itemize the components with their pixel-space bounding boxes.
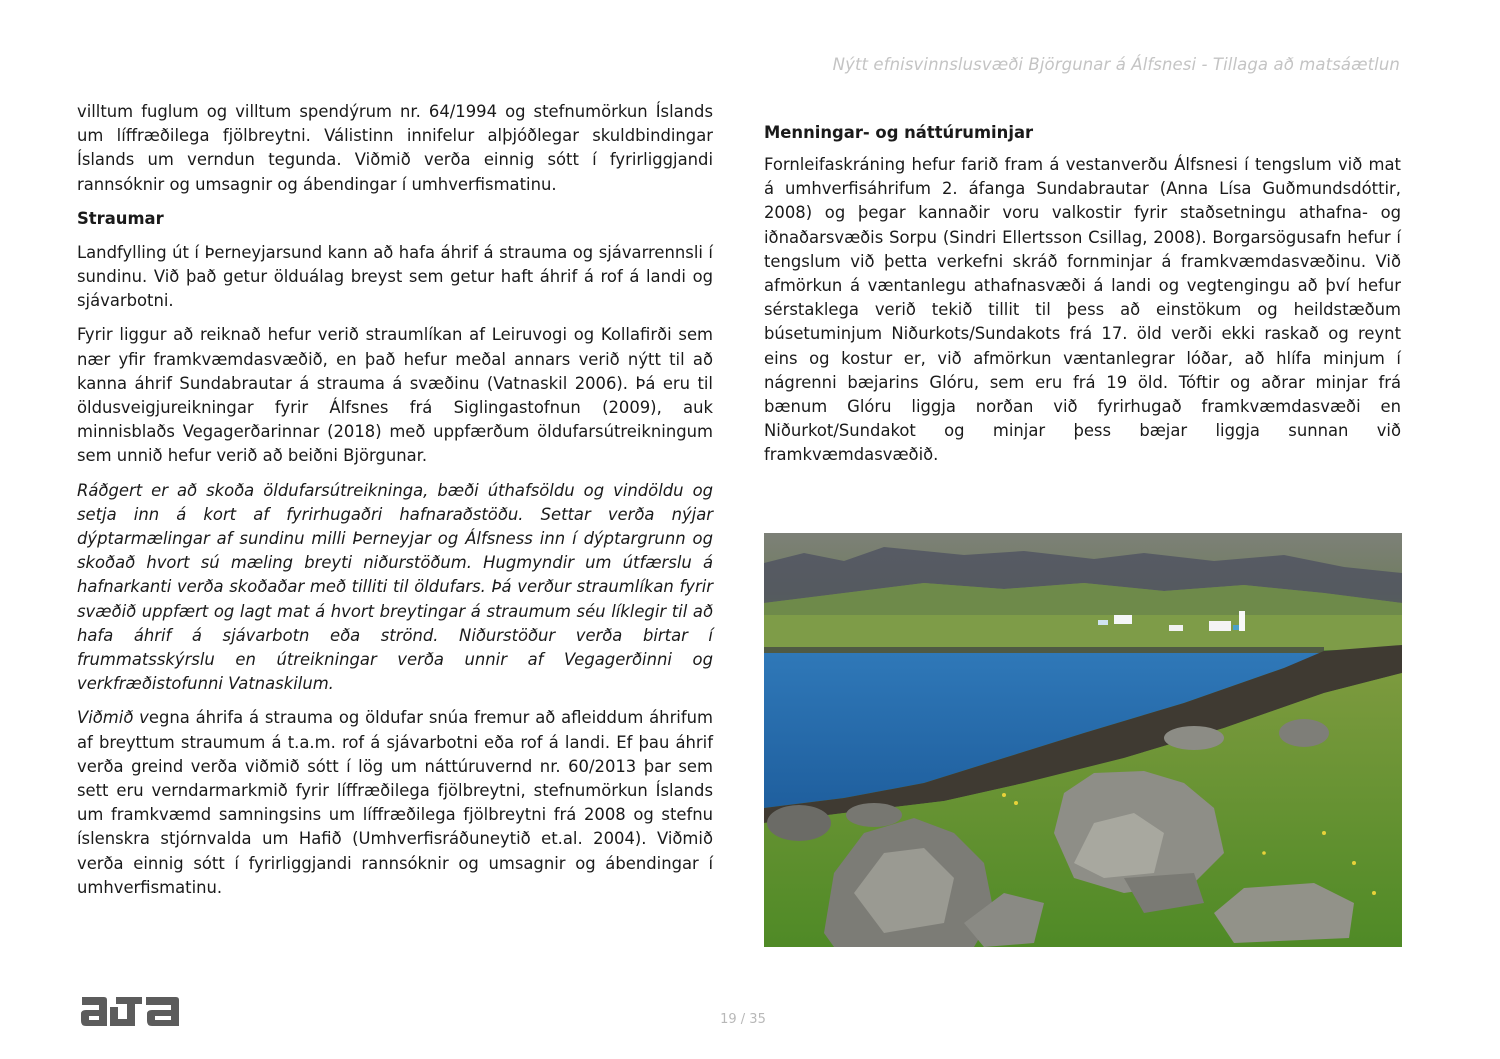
straumar-paragraph-4 [77, 706, 713, 900]
landscape-photo [764, 533, 1402, 947]
left-column [77, 100, 713, 910]
paragraph-text: egna áhrifa á strauma og öldufar snúa fremur að afleiddum áhrifum af breyttum straumum á t.a.m. rof á sjávarbotni eða rof á landi. Ef þau áhrif verða greind verða viðmið sótt í lög um náttúruvernd nr. 60/2013 þar sem sett eru verndarmarkmið fyrir líffræðilega fjölbreytni, stefnumörkun Íslands um framkvæmd samningsins um líffræðilega fjölbreytni frá 2008 og stefnu íslenskra stjórnvalda um Hafið (Umhverfisráðuneytið et.al. 2004). Viðmið verða einnig sótt í fyrirliggjandi rannsóknir og umsagnir og ábendingar í umhverfismatinu. [77, 708, 713, 897]
straumar-paragraph-2: Fyrir liggur að reiknað hefur verið straumlíkan af Leiruvogi og Kollafirði sem nær yfir framkvæmdasvæðið, en það hefur meðal annars verið nýtt til að kanna áhrif Sundabrautar á strauma á svæðinu (Vatnaskil 2006). Þá eru til öldusveigjureikningar fyrir Álfsnes frá Siglingastofnun (2009), auk minnisblaðs Vegagerðarinnar (2018) með uppfærðum öldufarsútreikningum sem unnið hefur verið að beiðni Björgunar. [77, 325, 713, 466]
photo-illustration [764, 533, 1402, 947]
straumar-paragraph-3 [77, 479, 713, 697]
section-heading-menningarminjar: Menningar- og náttúruminjar [764, 123, 1034, 142]
italic-text: Ráðgert er að skoða öldufarsútreikninga, bæði úthafsöldu og vindöldu og setja inn á kort af fyrirhugaðri hafnaraðstöðu. Settar verða nýjar dýptarmælingar af sundinu milli Þerneyjar og Álfsness inn í dýptargrunn og skoðað hvort sú mæling breyti niðurstöðum. Hugmyndir um útfærslu á hafnarkanti verða skoðaðar með tilliti til öldufars. Þá verður straumlíkan fyrir svæðið uppfært og lagt mat á hvort breytingar á straumum séu líklegir til að hafa áhrif á sjávarbotn eða strönd. Niðurstöður verða birtar í frummatsskýrslu en útreikningar verða unnir af Vegagerðinni og verkfræðistofunni Vatnaskilum. [77, 480, 713, 694]
right-column [764, 121, 1401, 478]
intro-paragraph: villtum fuglum og villtum spendýrum nr. 64/1994 og stefnumörkun Íslands um líffræðilega fjölbreytni. Válistinn innifelur alþjóðlegar skuldbindingar Íslands um verndun tegunda. Viðmið verða einnig sótt í fyrirliggjandi rannsóknir og umsagnir og ábendingar í umhverfismatinu. [77, 102, 713, 194]
italic-lead: Viðmið v [77, 708, 149, 728]
page-number: 19 / 35 [720, 1012, 766, 1027]
section-heading-straumar: Straumar [77, 208, 164, 228]
straumar-paragraph-1: Landfylling út í Þerneyjarsund kann að hafa áhrif á strauma og sjávarrennsli í sundinu. Við það getur ölduálag breyst sem getur haft áhrif á rof á landi og sjávarbotni. [77, 242, 713, 311]
running-header-title: Nýtt efnisvinnslusvæði Björgunar á Álfsnesi - Tillaga að matsáætlun [832, 55, 1400, 74]
menningarminjar-paragraph-1: Fornleifaskráning hefur farið fram á vestanverðu Álfsnesi í tengslum við mat á umhverfisáhrifum 2. áfanga Sundabrautar (Anna Lísa Guðmundsdóttir, 2008) og þegar kannaðir voru valkostir fyrir staðsetningu athafna- og iðnaðarsvæðis Sorpu (Sindri Ellertsson Csillag, 2008). Borgarsögusafn hefur í tengslum við þetta verkefni skráð fornminjar á framkvæmdasvæðinu. Við afmörkun á væntanlegu athafnasvæði á landi og vegtengingu að því hefur sérstaklega verið tekið tillit til þess að einstökum og heildstæðum búsetuminjum Niðurkots/Sundakots frá 17. öld verði ekki raskað og reynt eins og kostur er, við afmörkun væntanlegrar lóðar, að hlífa minjum í nágrenni bæjarins Glóru, sem eru frá 19 öld. Tóftir og aðrar minjar frá bænum Glóru liggja norðan við fyrirhugað framkvæmdasvæði en Niðurkot/Sundakot og minjar þess bæjar liggja sunnan við framkvæmdasvæðið. [764, 155, 1401, 465]
